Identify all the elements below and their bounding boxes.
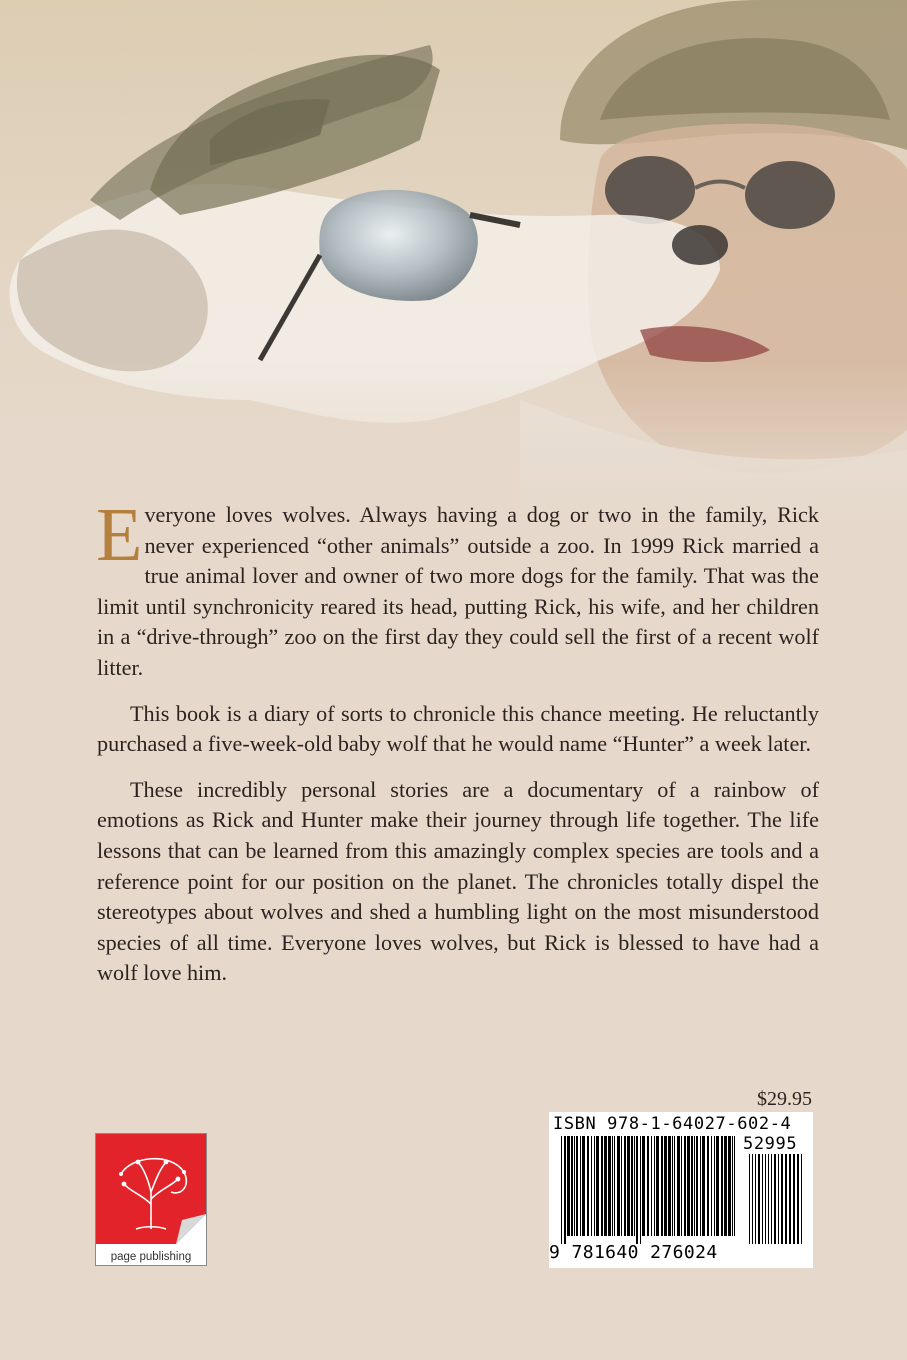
cover-photo (0, 0, 907, 520)
blurb-paragraph-2: This book is a diary of sorts to chronicle this chance meeting. He reluctantly purchased a five-week-old baby wolf that he would name “Hunter” a week later. (97, 700, 819, 757)
isbn-barcode (549, 1112, 813, 1268)
blurb-paragraph-3: These incredibly personal stories are a documentary of a rainbow of emotions as Rick and Hunter make their journey through life together. The life lessons that can be learned from this amazingly complex species are tools and a reference point for our position on the planet. The chronicles totally dispel the stereotypes about wolves and shed a humbling light on the most misunderstood species of all time. Everyone loves wolves, but Rick is blessed to have had a wolf love him. (97, 776, 819, 986)
blurb-paragraph-1-text: veryone loves wolves. Always having a dog or two in the family, Rick never experienced “other animals” outside a zoo. In 1999 Rick married a true animal lover and owner of two more dogs for the family. That was the limit until synchronicity reared its head, putting Rick, his wife, and her children in a “drive-through” zoo on the first day they could sell the first of a recent wolf litter. (97, 502, 819, 680)
price-label: $29.95 (757, 1088, 812, 1110)
tree-icon (96, 1134, 206, 1244)
back-cover-blurb (96, 493, 819, 1004)
barcode-digits: 9 781640 276024 (549, 1242, 718, 1263)
publisher-logo (95, 1133, 207, 1266)
publisher-name: page publishing (110, 1251, 192, 1263)
drop-cap: E (96, 493, 143, 577)
isbn-label: ISBN 978-1-64027-602-4 (553, 1114, 792, 1134)
barcode-bars (561, 1136, 806, 1244)
barcode-addon-number: 52995 (743, 1134, 798, 1154)
blurb-paragraph-1 (96, 493, 819, 684)
